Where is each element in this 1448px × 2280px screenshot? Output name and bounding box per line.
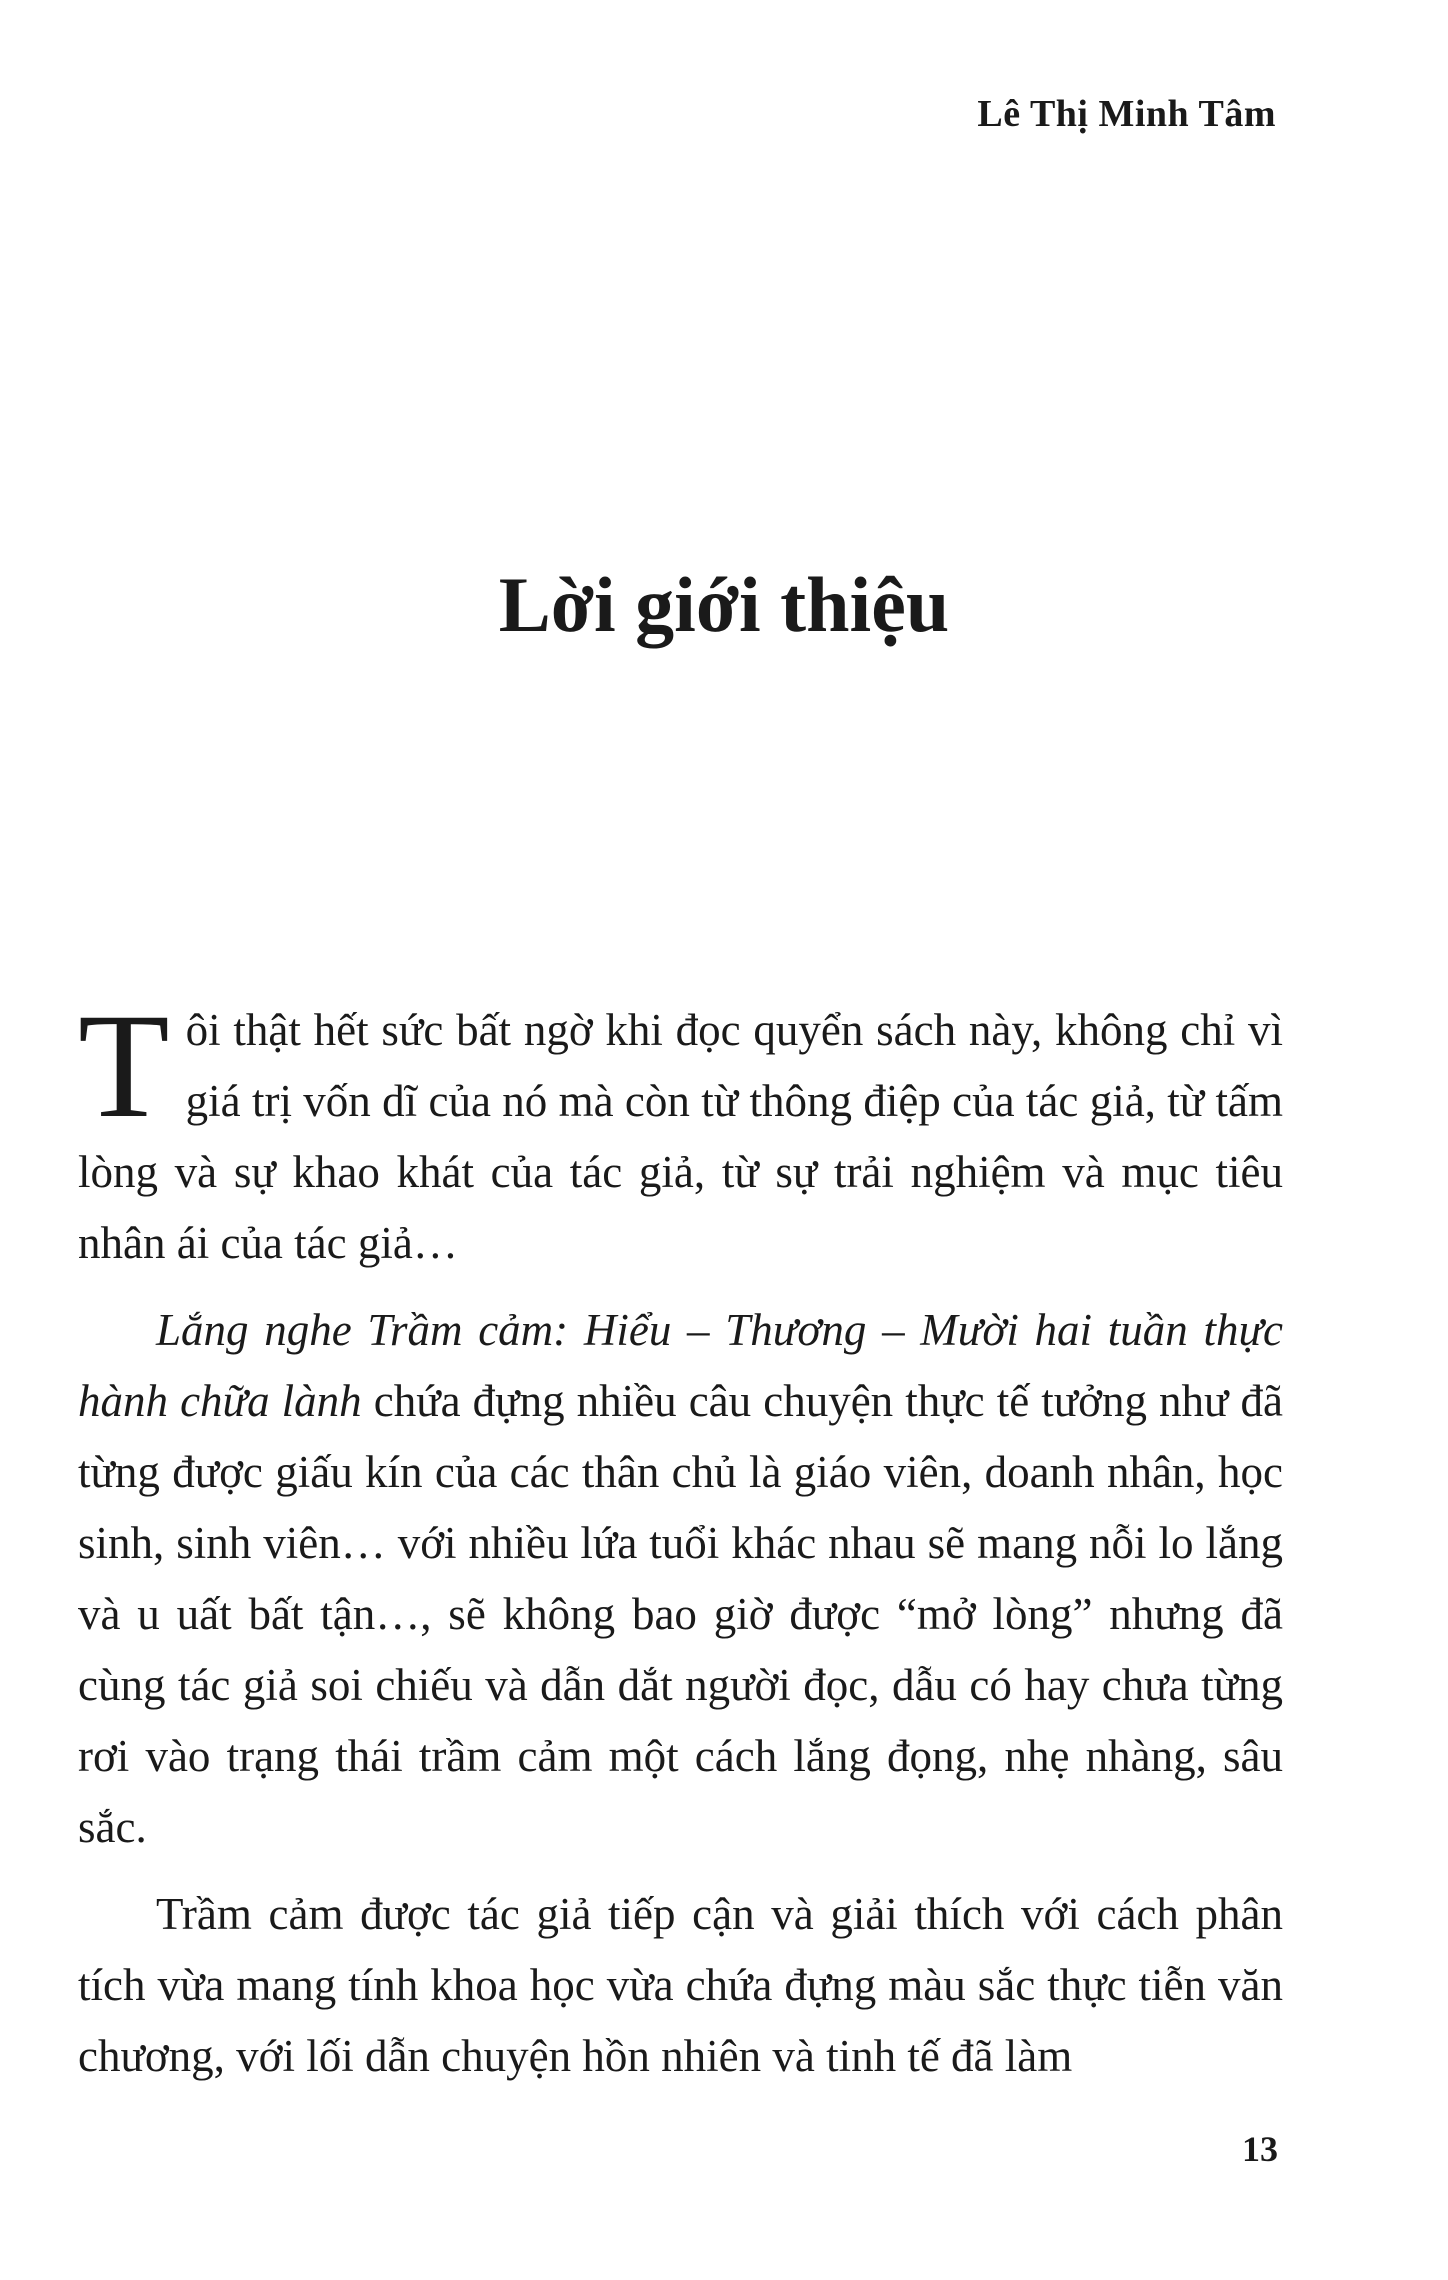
- paragraph-2: [78, 1295, 1283, 1863]
- body-text: [78, 983, 1283, 2108]
- chapter-title: Lời giới thiệu: [498, 561, 950, 648]
- running-header-author: Lê Thị Minh Tâm: [977, 93, 1276, 135]
- drop-cap: T: [78, 983, 170, 1149]
- paragraph-1: [78, 983, 1283, 1279]
- paragraph-3: [78, 1879, 1283, 2092]
- paragraph-2-text: chứa đựng nhiều câu chuyện thực tế tưởng như đã từng được giấu kín của các thân chủ là giáo viên, doanh nhân, học sinh, sinh viên… với nhiều lứa tuổi khác nhau sẽ mang nỗi lo lắng và u uất bất tận…, sẽ không bao giờ được “mở lòng” nhưng đã cùng tác giả soi chiếu và dẫn dắt người đọc, dẫu có hay chưa từng rơi vào trạng thái trầm cảm một cách lắng đọng, nhẹ nhàng, sâu sắc.: [78, 1376, 1283, 1852]
- paragraph-1-text: ôi thật hết sức bất ngờ khi đọc quyển sách này, không chỉ vì giá trị vốn dĩ của nó mà còn từ thông điệp của tác giả, từ tấm lòng và sự khao khát của tác giả, từ sự trải nghiệm và mục tiêu nhân ái của tác giả…: [78, 1005, 1283, 1268]
- paragraph-3-text: Trầm cảm được tác giả tiếp cận và giải thích với cách phân tích vừa mang tính khoa học vừa chứa đựng màu sắc thực tiễn văn chương, với lối dẫn chuyện hồn nhiên và tinh tế đã làm: [78, 1889, 1283, 2081]
- page-number: 13: [1242, 2129, 1278, 2169]
- book-title-italic: Lắng nghe Trầm cảm: Hiểu – Thương – Mười hai tuần thực hành chữa lành: [78, 1305, 1283, 1426]
